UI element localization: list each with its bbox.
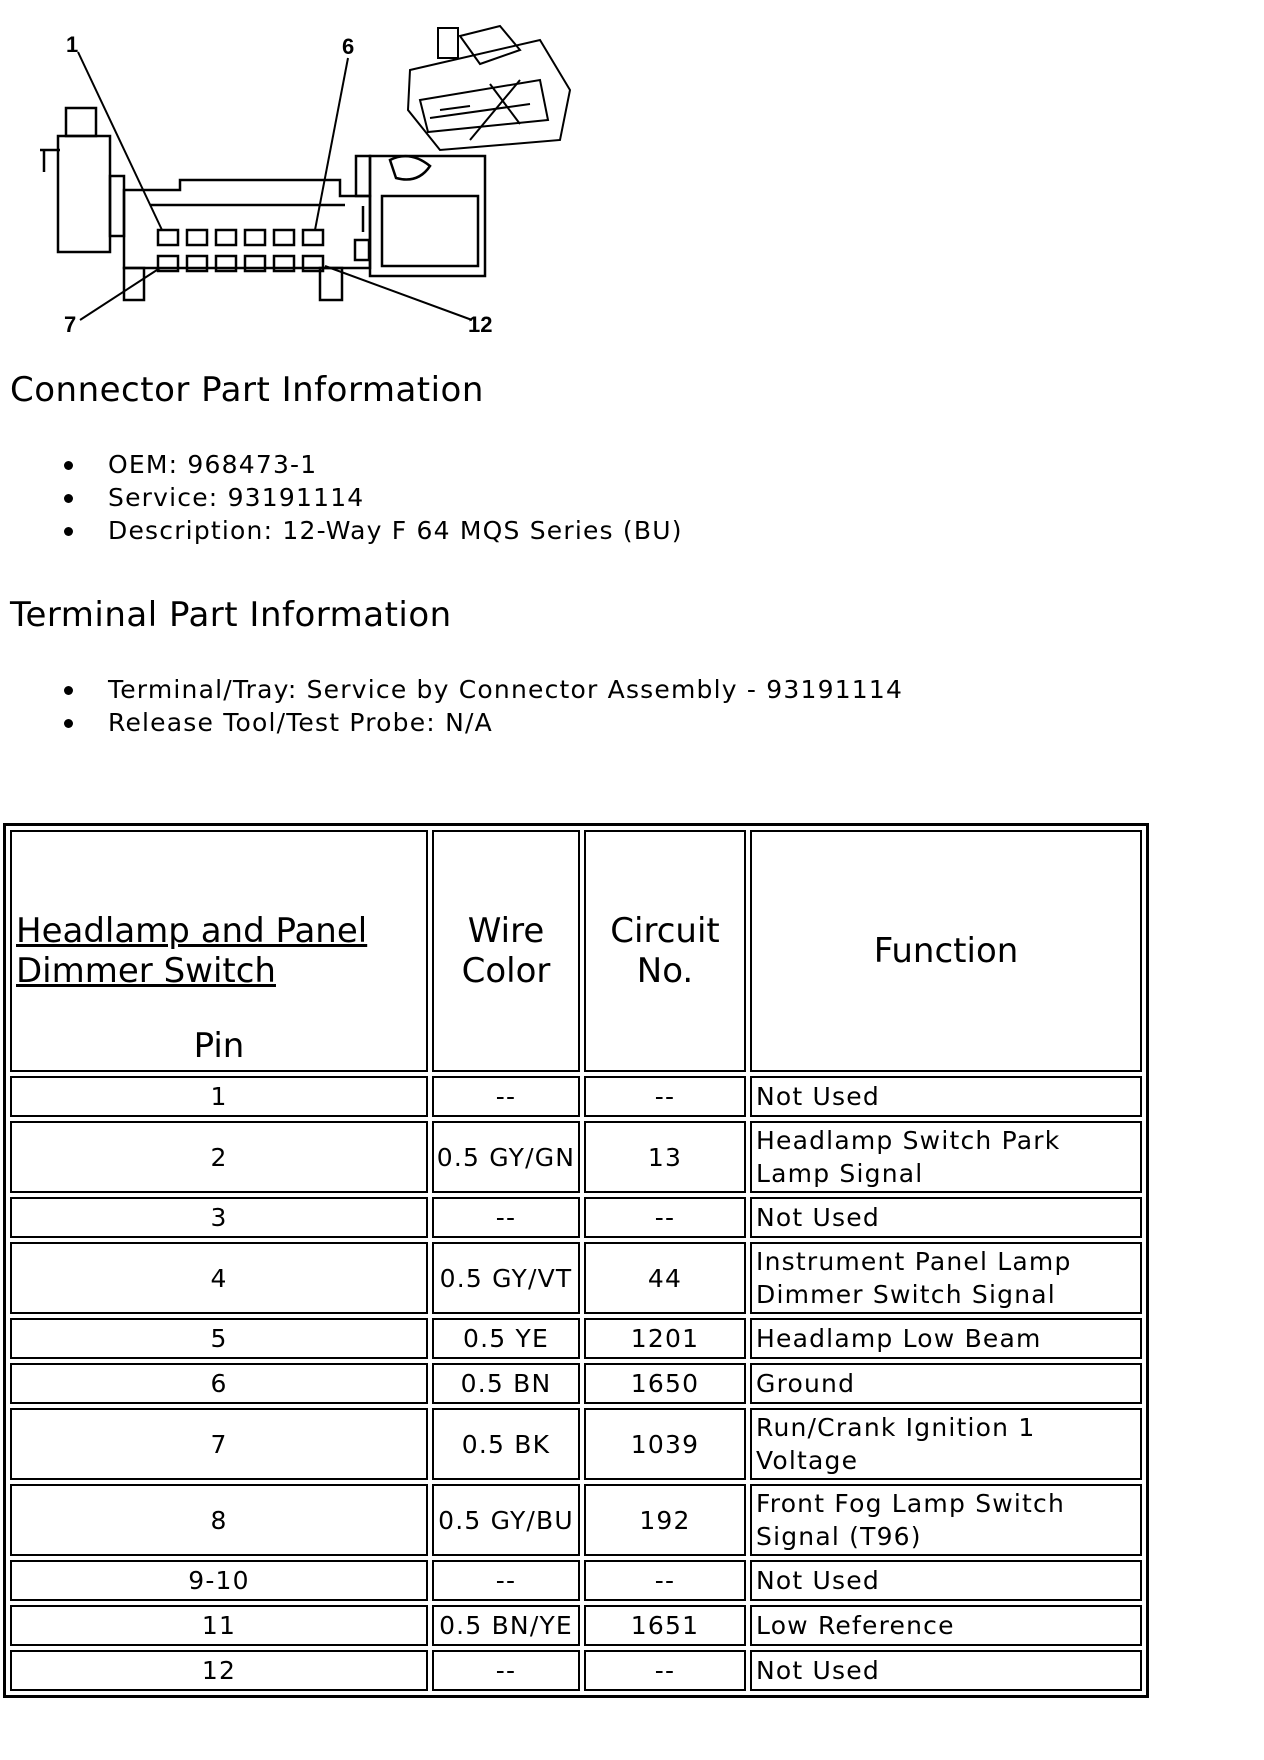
header-pin-line2: Dimmer Switch	[16, 951, 276, 991]
header-wire-color-line2: Color	[461, 951, 551, 991]
cell-wire: --	[432, 1076, 580, 1117]
cell-wire: --	[432, 1560, 580, 1601]
table-row	[10, 1650, 1142, 1691]
cell-pin: 1	[10, 1076, 428, 1117]
callout-12: 12	[468, 312, 493, 337]
cell-wire: 0.5 GY/VT	[432, 1242, 580, 1314]
cell-function: Run/Crank Ignition 1 Voltage	[750, 1408, 1142, 1480]
cell-function: Not Used	[750, 1650, 1142, 1691]
table-row	[10, 1560, 1142, 1601]
cell-wire: 0.5 YE	[432, 1318, 580, 1359]
callout-6: 6	[342, 34, 355, 59]
cell-function: Headlamp Low Beam	[750, 1318, 1142, 1359]
callout-1: 1	[66, 32, 79, 57]
header-pin-label: Pin	[193, 1026, 245, 1066]
header-circuit-line2: No.	[636, 951, 694, 991]
header-function: Function	[750, 830, 1142, 1072]
cell-wire: 0.5 BK	[432, 1408, 580, 1480]
cell-function: Headlamp Switch Park Lamp Signal	[750, 1121, 1142, 1193]
lock-box	[370, 156, 485, 276]
list-item: Terminal/Tray: Service by Connector Assembly - 93191114	[60, 673, 903, 706]
cell-circuit: --	[584, 1560, 746, 1601]
cell-circuit: 1651	[584, 1605, 746, 1646]
cell-pin: 8	[10, 1484, 428, 1556]
cell-wire: 0.5 GY/GN	[432, 1121, 580, 1193]
cell-function: Low Reference	[750, 1605, 1142, 1646]
cell-wire: --	[432, 1650, 580, 1691]
header-wire-color-line1: Wire	[467, 911, 545, 951]
pin-table	[3, 823, 1149, 1698]
cell-pin: 11	[10, 1605, 428, 1646]
cell-pin: 5	[10, 1318, 428, 1359]
cell-wire: 0.5 GY/BU	[432, 1484, 580, 1556]
terminal-part-info-title: Terminal Part Information	[10, 595, 452, 635]
table-row	[10, 1121, 1142, 1193]
cell-pin: 9-10	[10, 1560, 428, 1601]
cell-circuit: --	[584, 1650, 746, 1691]
table-row	[10, 1318, 1142, 1359]
connector-part-info-list	[60, 448, 683, 547]
table-row	[10, 1605, 1142, 1646]
callout-7: 7	[64, 312, 77, 337]
cell-circuit: 13	[584, 1121, 746, 1193]
cell-pin: 7	[10, 1408, 428, 1480]
cell-circuit: 1201	[584, 1318, 746, 1359]
latch-top	[66, 108, 96, 136]
cell-circuit: --	[584, 1197, 746, 1238]
table-row	[10, 1408, 1142, 1480]
list-item: Service: 93191114	[60, 481, 683, 514]
cell-function: Ground	[750, 1363, 1142, 1404]
cell-function: Not Used	[750, 1560, 1142, 1601]
header-circuit-no	[584, 830, 746, 1072]
connector-part-info-title: Connector Part Information	[10, 370, 484, 410]
cell-pin: 12	[10, 1650, 428, 1691]
cell-pin: 6	[10, 1363, 428, 1404]
cell-circuit: 192	[584, 1484, 746, 1556]
table-row	[10, 1197, 1142, 1238]
pin-cavities	[158, 230, 323, 271]
latch-body	[58, 136, 110, 252]
cell-pin: 2	[10, 1121, 428, 1193]
cell-circuit: 1039	[584, 1408, 746, 1480]
cell-function: Not Used	[750, 1197, 1142, 1238]
table-row	[10, 1363, 1142, 1404]
header-circuit-line1: Circuit	[610, 911, 720, 951]
connector-3d-inset	[408, 26, 570, 150]
header-pin-line1: Headlamp and Panel	[16, 911, 368, 951]
cell-pin: 4	[10, 1242, 428, 1314]
connector-diagram	[0, 0, 620, 350]
cell-circuit: 1650	[584, 1363, 746, 1404]
cell-wire: 0.5 BN	[432, 1363, 580, 1404]
header-wire-color	[432, 830, 580, 1072]
list-item: Description: 12-Way F 64 MQS Series (BU)	[60, 514, 683, 547]
cell-pin: 3	[10, 1197, 428, 1238]
list-item: OEM: 968473-1	[60, 448, 683, 481]
table-row	[10, 1242, 1142, 1314]
cell-function: Not Used	[750, 1076, 1142, 1117]
cell-circuit: --	[584, 1076, 746, 1117]
cell-wire: 0.5 BN/YE	[432, 1605, 580, 1646]
header-pin	[10, 830, 428, 1072]
cell-function: Instrument Panel Lamp Dimmer Switch Signal	[750, 1242, 1142, 1314]
list-item: Release Tool/Test Probe: N/A	[60, 706, 903, 739]
table-row	[10, 1484, 1142, 1556]
terminal-part-info-list	[60, 673, 903, 739]
cell-function: Front Fog Lamp Switch Signal (T96)	[750, 1484, 1142, 1556]
table-row	[10, 1076, 1142, 1117]
cell-circuit: 44	[584, 1242, 746, 1314]
cell-wire: --	[432, 1197, 580, 1238]
